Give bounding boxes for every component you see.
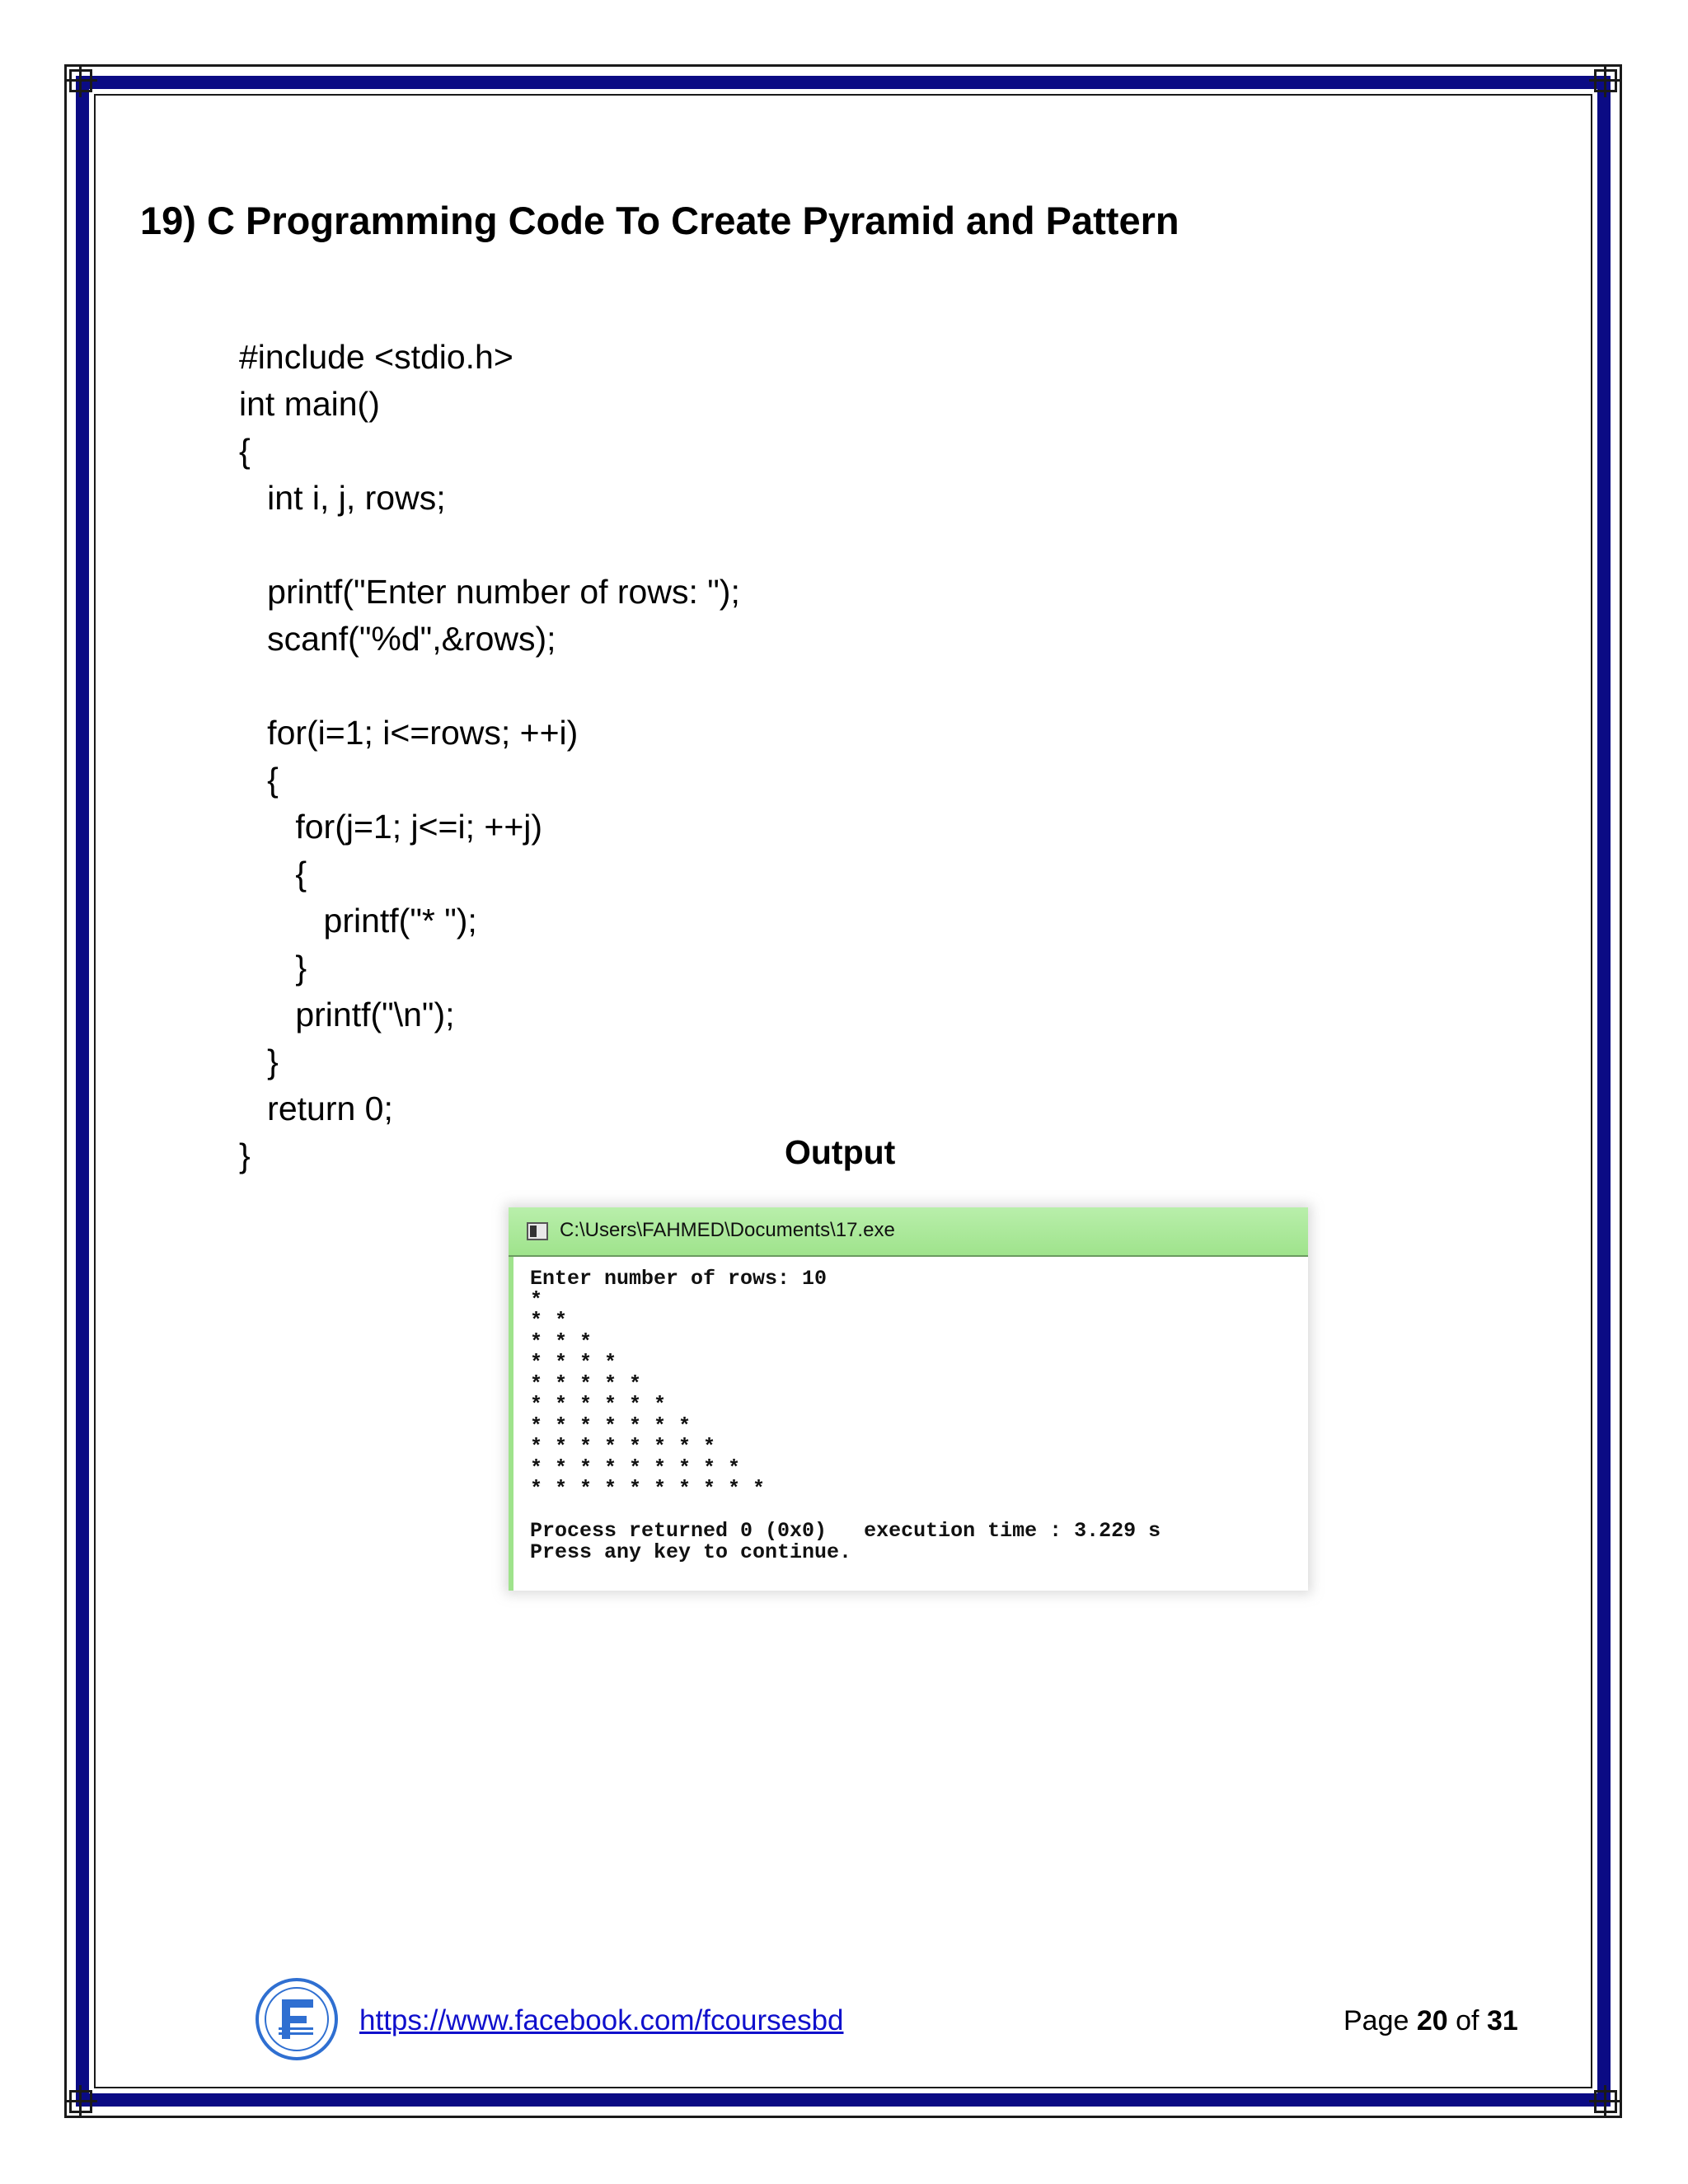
- output-label: Output: [785, 1133, 896, 1171]
- console-line: * * * * * *: [530, 1393, 667, 1417]
- console-window: [509, 1207, 1308, 1591]
- console-titlebar: [509, 1207, 1308, 1257]
- border-corner-ornament: [1589, 64, 1622, 97]
- code-line: {: [239, 855, 307, 893]
- console-line: * * * * * * * *: [530, 1435, 716, 1459]
- code-line: printf("\n");: [239, 996, 455, 1033]
- console-line: * * * * * * * * *: [530, 1455, 741, 1480]
- console-line: Press any key to continue.: [530, 1540, 852, 1564]
- footer-link[interactable]: https://www.facebook.com/fcoursesbd: [359, 2004, 844, 2036]
- console-line: * * *: [530, 1329, 593, 1354]
- page-number: [1343, 2005, 1518, 2037]
- code-line: int i, j, rows;: [239, 479, 446, 517]
- page-current: 20: [1416, 2005, 1448, 2036]
- console-line: * *: [530, 1309, 568, 1333]
- console-output: [530, 1268, 1160, 1563]
- code-line: int main(): [239, 385, 380, 423]
- code-line: }: [239, 949, 307, 987]
- console-line: [530, 1500, 1160, 1521]
- code-line: for(j=1; j<=i; ++j): [239, 808, 543, 846]
- page-total: 31: [1486, 2005, 1518, 2036]
- code-line: printf("Enter number of rows: ");: [239, 573, 740, 611]
- code-line: }: [239, 1137, 251, 1174]
- page-prefix: Page: [1343, 2005, 1409, 2036]
- console-title: C:\Users\FAHMED\Documents\17.exe: [560, 1219, 895, 1241]
- code-line: [239, 663, 740, 710]
- code-line: [239, 522, 740, 569]
- console-line: * * * * *: [530, 1371, 642, 1396]
- console-line: * * * * * * * * * *: [530, 1477, 766, 1501]
- console-body: [509, 1257, 1308, 1591]
- code-line: {: [239, 761, 279, 799]
- code-line: {: [239, 432, 251, 470]
- code-line: #include <stdio.h>: [239, 338, 513, 376]
- page-of: of: [1456, 2005, 1479, 2036]
- code-line: return 0;: [239, 1090, 393, 1127]
- console-line: * * * *: [530, 1351, 617, 1375]
- code-line: }: [239, 1043, 279, 1080]
- console-line: * * * * * * *: [530, 1413, 692, 1438]
- code-line: scanf("%d",&rows);: [239, 620, 556, 658]
- console-line: Process returned 0 (0x0) execution time : 3.229 s: [530, 1519, 1161, 1543]
- code-line: for(i=1; i<=rows; ++i): [239, 714, 579, 752]
- border-corner-ornament: [64, 64, 97, 97]
- f-logo-icon: [254, 1976, 340, 2062]
- console-line: Enter number of rows: 10: [530, 1267, 828, 1291]
- code-listing: [239, 334, 740, 1179]
- section-heading: 19) C Programming Code To Create Pyramid and Pattern: [140, 199, 1179, 242]
- border-corner-ornament: [64, 2085, 97, 2118]
- code-line: printf("* ");: [239, 902, 477, 940]
- console-line: *: [530, 1287, 543, 1312]
- console-window-icon: [527, 1222, 548, 1240]
- border-corner-ornament: [1589, 2085, 1622, 2118]
